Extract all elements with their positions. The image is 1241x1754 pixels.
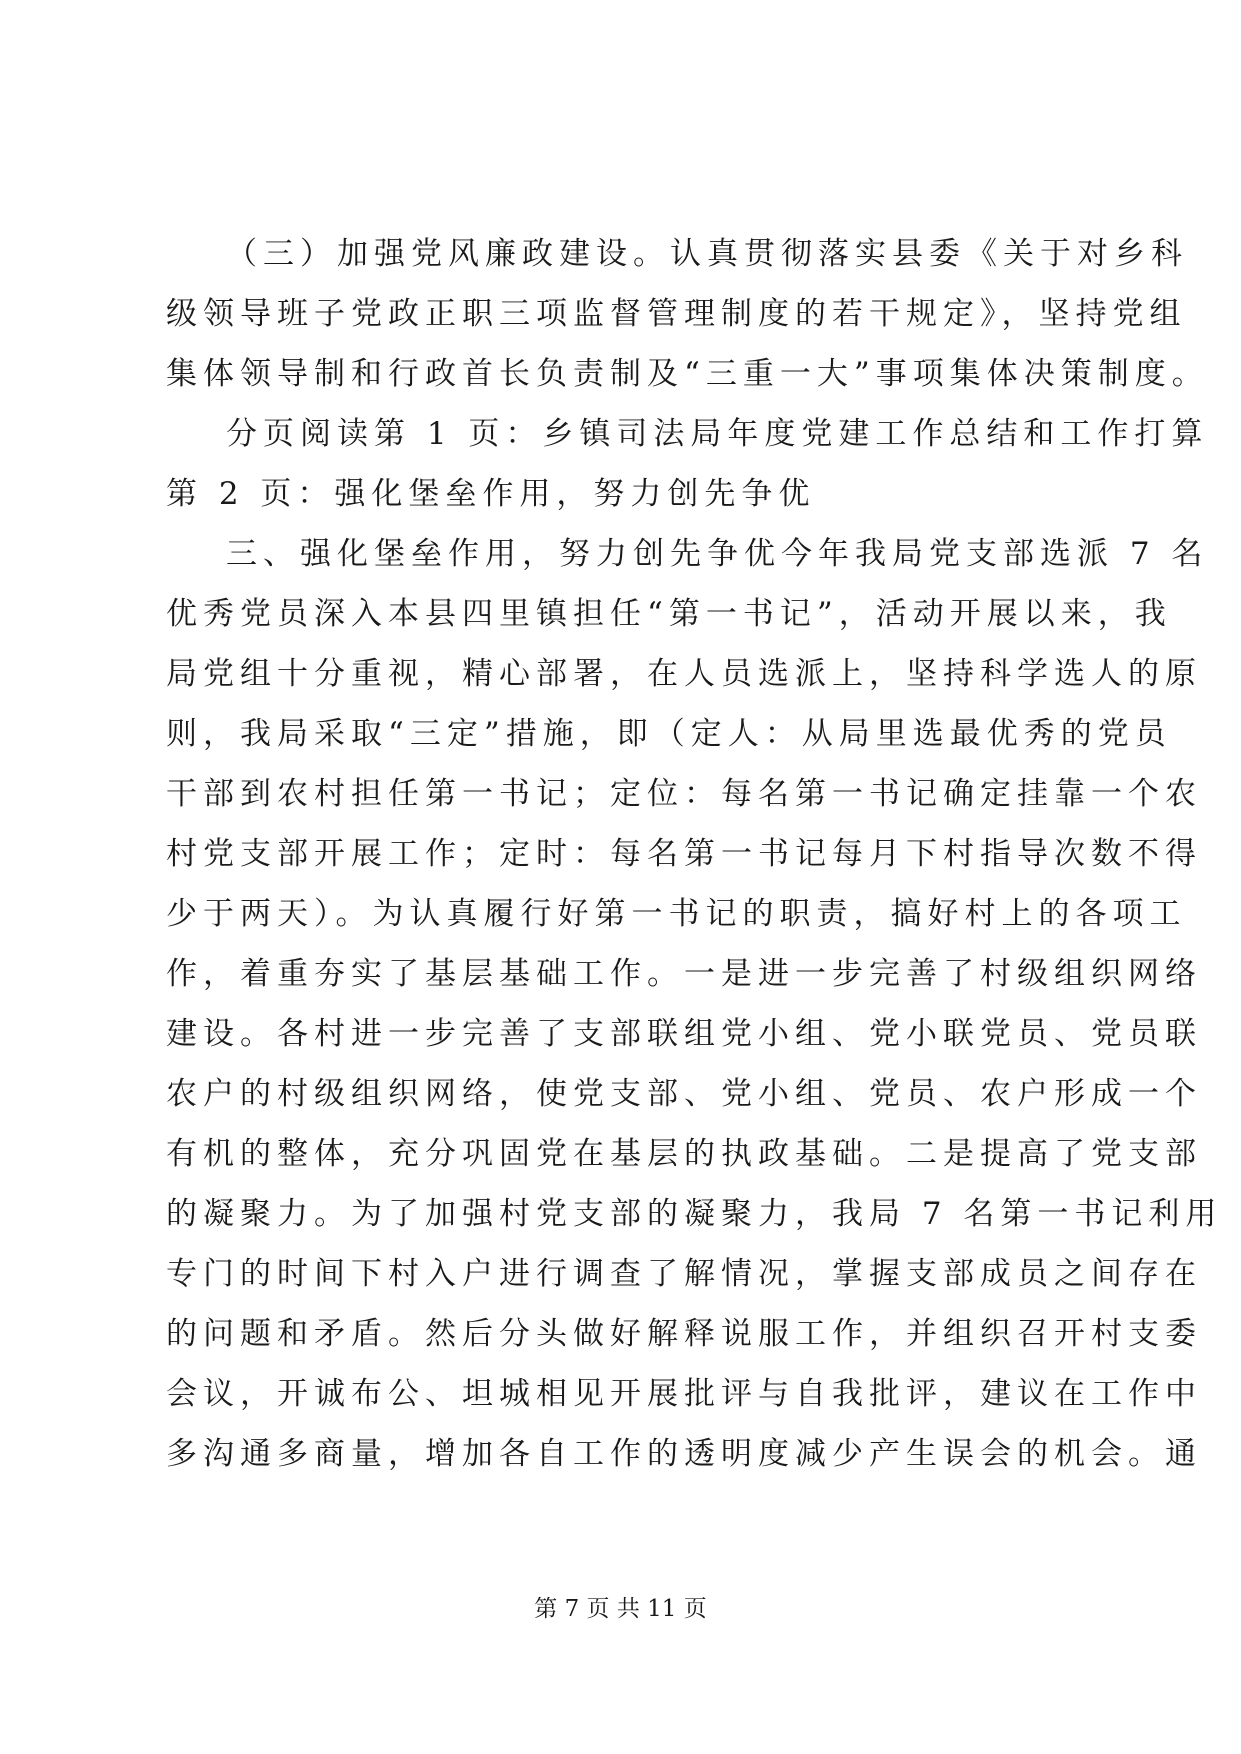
text-line: 分页阅读第 1 页：乡镇司法局年度党建工作总结和工作打算 (226, 416, 1209, 452)
paragraph-party-conduct (166, 224, 1209, 404)
text-line: 建设。各村进一步完善了支部联组党小组、党小联党员、党员联 (166, 1016, 1202, 1052)
text-line: 三、强化堡垒作用，努力创先争优今年我局党支部选派 7 名 (226, 536, 1209, 572)
text-line: 干部到农村担任第一书记；定位：每名第一书记确定挂靠一个农 (166, 776, 1202, 812)
text-line: 局党组十分重视，精心部署，在人员选派上，坚持科学选人的原 (166, 656, 1202, 692)
text-line: 则，我局采取“三定”措施，即（定人：从局里选最优秀的党员 (166, 716, 1172, 752)
paragraph-stronghold (166, 524, 1223, 1484)
text-line: 优秀党员深入本县四里镇担任“第一书记”，活动开展以来，我 (166, 596, 1172, 632)
text-line: 多沟通多商量，增加各自工作的透明度减少产生误会的机会。通 (166, 1436, 1202, 1472)
text-line: 少于两天）。为认真履行好第一书记的职责，搞好村上的各项工 (166, 896, 1187, 932)
text-line: 第 2 页：强化堡垒作用，努力创先争优 (166, 476, 816, 512)
paragraph-pagination-note (166, 404, 1209, 524)
text-line: 村党支部开展工作；定时：每名第一书记每月下村指导次数不得 (166, 836, 1202, 872)
text-line: 会议，开诚布公、坦城相见开展批评与自我批评，建议在工作中 (166, 1376, 1202, 1412)
page-footer (0, 1594, 1241, 1624)
text-line: 农户的村级组织网络，使党支部、党小组、党员、农户形成一个 (166, 1076, 1202, 1112)
document-body (166, 224, 1223, 1484)
text-line: （三）加强党风廉政建设。认真贯彻落实县委《关于对乡科 (226, 236, 1188, 272)
text-line: 的问题和矛盾。然后分头做好解释说服工作，并组织召开村支委 (166, 1316, 1202, 1352)
text-line: 作，着重夯实了基层基础工作。一是进一步完善了村级组织网络 (166, 956, 1202, 992)
text-line: 有机的整体，充分巩固党在基层的执政基础。二是提高了党支部 (166, 1136, 1202, 1172)
text-line: 专门的时间下村入户进行调查了解情况，掌握支部成员之间存在 (166, 1256, 1202, 1292)
text-line: 集体领导制和行政首长负责制及“三重一大”事项集体决策制度。 (166, 356, 1209, 392)
page-number-label: 第 7 页 共 11 页 (534, 1596, 707, 1622)
text-line: 的凝聚力。为了加强村党支部的凝聚力，我局 7 名第一书记利用 (166, 1196, 1223, 1232)
text-line: 级领导班子党政正职三项监督管理制度的若干规定》，坚持党组 (166, 296, 1187, 332)
